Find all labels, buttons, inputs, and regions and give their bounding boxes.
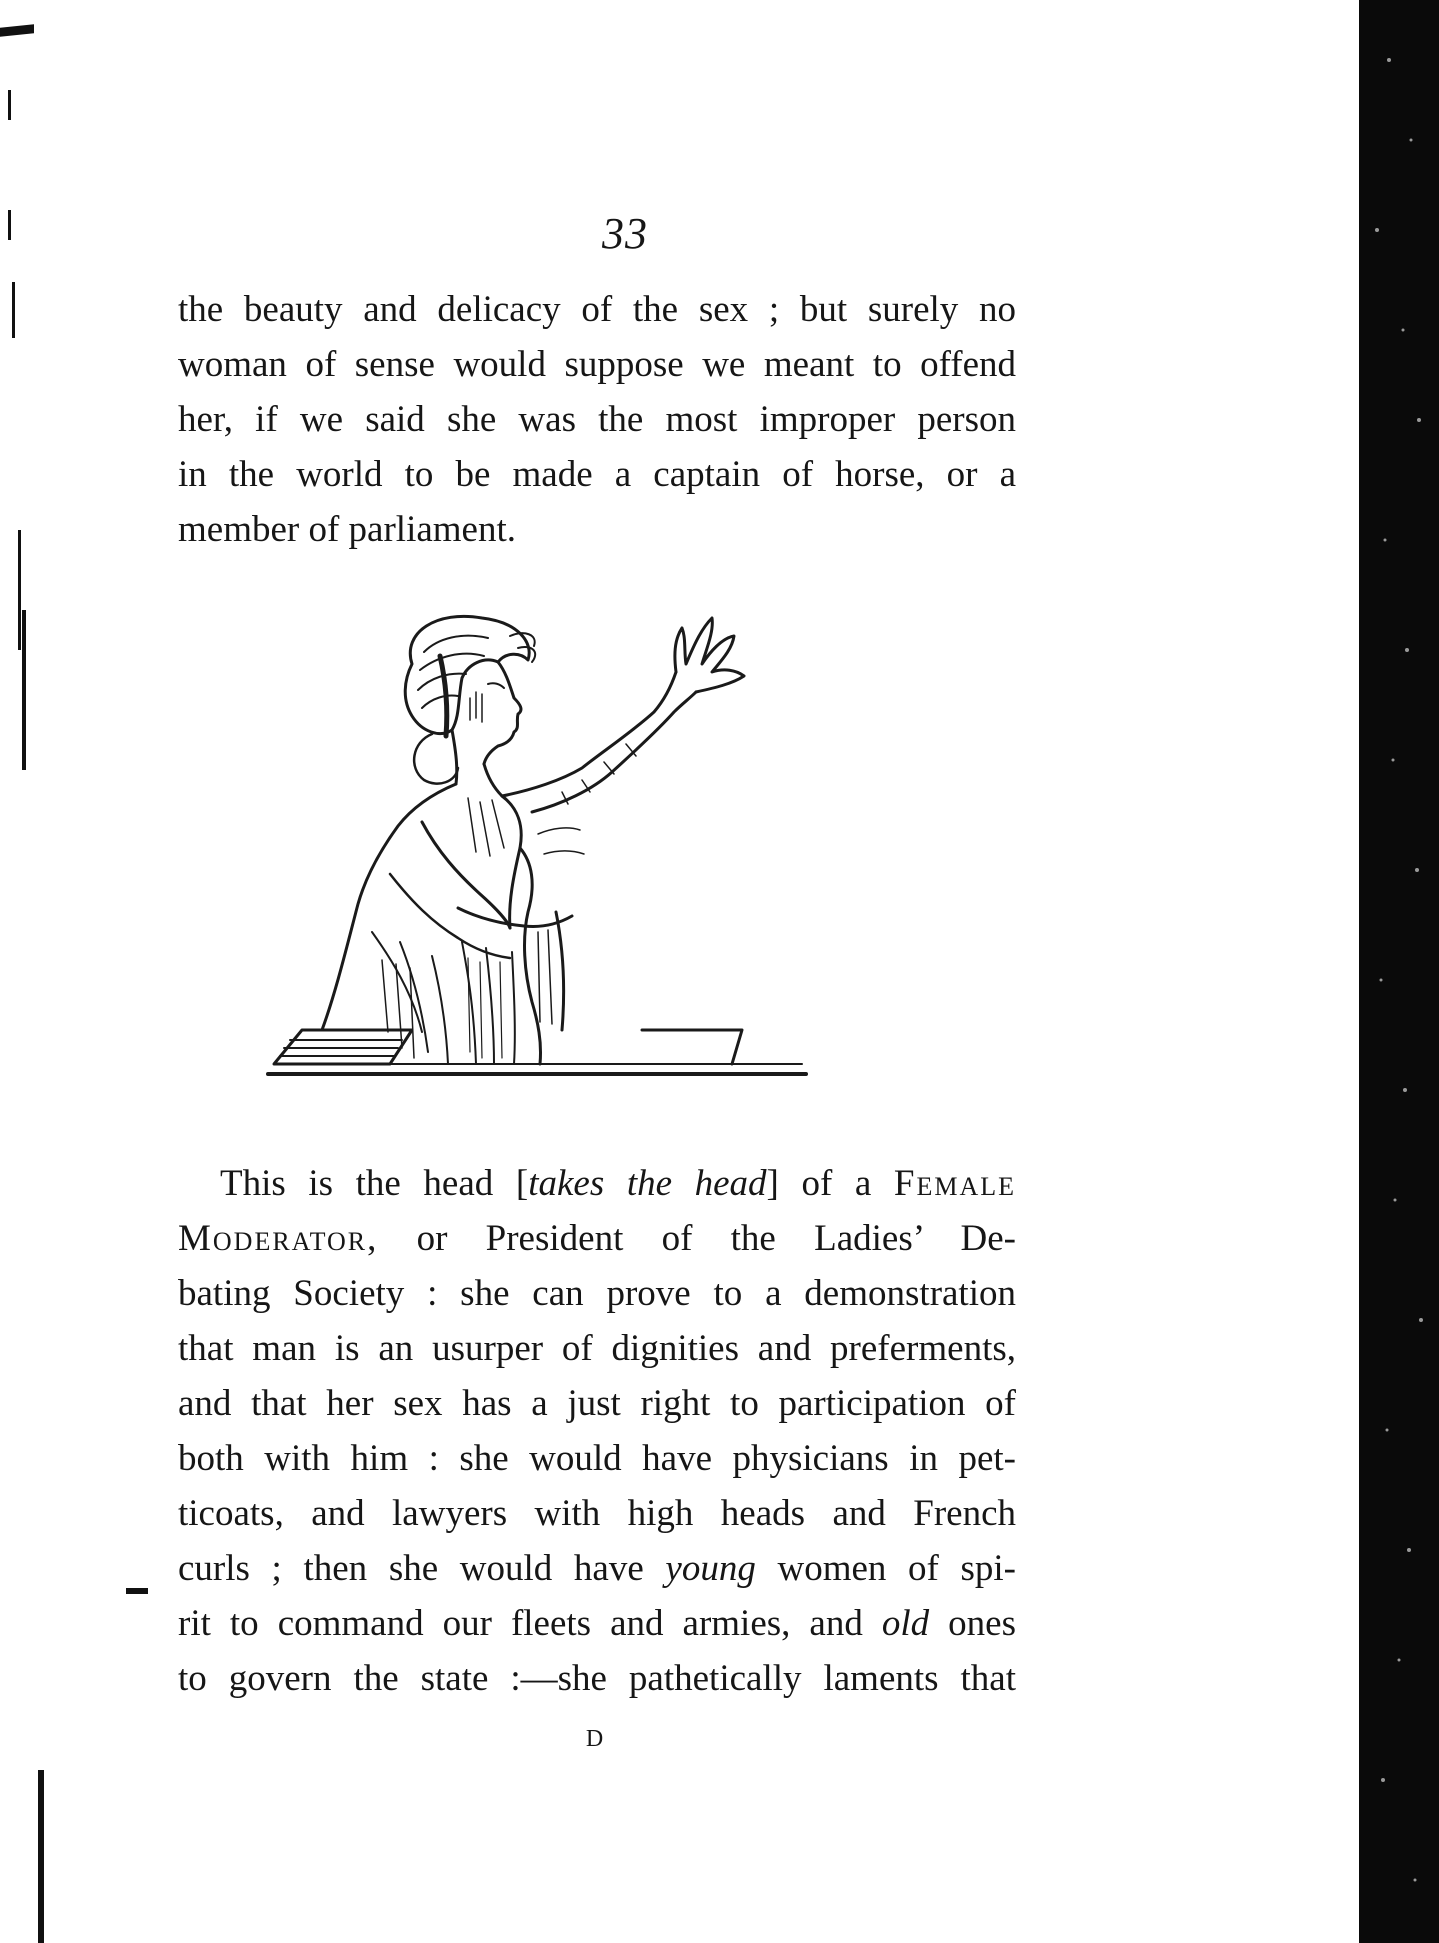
italic-stage-direction: takes the head	[528, 1163, 767, 1204]
scan-mark-bottom-left	[38, 1770, 44, 1943]
text-line: her, if we said she was the most improper person	[178, 399, 1016, 440]
scan-mark-top-left	[0, 24, 34, 37]
text-line: curls ; then she would have young women of spi-	[178, 1548, 1016, 1589]
scan-mark-left-6	[126, 1588, 148, 1594]
small-caps-word: Female	[893, 1163, 1017, 1204]
text-line: rit to command our fleets and armies, and old ones	[178, 1603, 1016, 1644]
italic-word: young	[665, 1548, 756, 1589]
scan-mark-left-4	[18, 530, 21, 650]
text-line: that man is an usurper of dignities and preferments,	[178, 1328, 1016, 1369]
signature-mark: D	[585, 1726, 605, 1752]
text-line: in the world to be made a captain of horse, or a	[178, 454, 1016, 495]
engraving-female-moderator-icon	[262, 612, 822, 1082]
page-number: 33	[602, 209, 648, 258]
paragraph-1	[178, 282, 1016, 557]
text-line: woman of sense would suppose we meant to offend	[178, 344, 1016, 385]
text-line: to govern the state :—she pathetically laments that	[178, 1658, 1016, 1699]
italic-word: old	[881, 1603, 930, 1644]
text-line: Moderator, or President of the Ladies’ De-	[178, 1218, 1016, 1259]
paragraph-2	[178, 1156, 1016, 1706]
text-line: This is the head [takes the head] of a Female	[220, 1163, 1017, 1204]
text-line: and that her sex has a just right to participation of	[178, 1383, 1016, 1424]
scan-mark-left-3	[12, 282, 15, 338]
text-line: bating Society : she can prove to a demonstration	[178, 1273, 1016, 1314]
text-line: member of parliament.	[178, 509, 517, 550]
scan-mark-left-5	[22, 610, 26, 770]
scan-mark-left-1	[8, 90, 11, 120]
small-caps-word: Moderator,	[178, 1218, 379, 1259]
scan-edge-speckle	[1359, 0, 1439, 1943]
text-line: the beauty and delicacy of the sex ; but surely no	[178, 289, 1016, 330]
text-line: ticoats, and lawyers with high heads and French	[178, 1493, 1016, 1534]
text-line: both with him : she would have physicians in pet-	[178, 1438, 1016, 1479]
